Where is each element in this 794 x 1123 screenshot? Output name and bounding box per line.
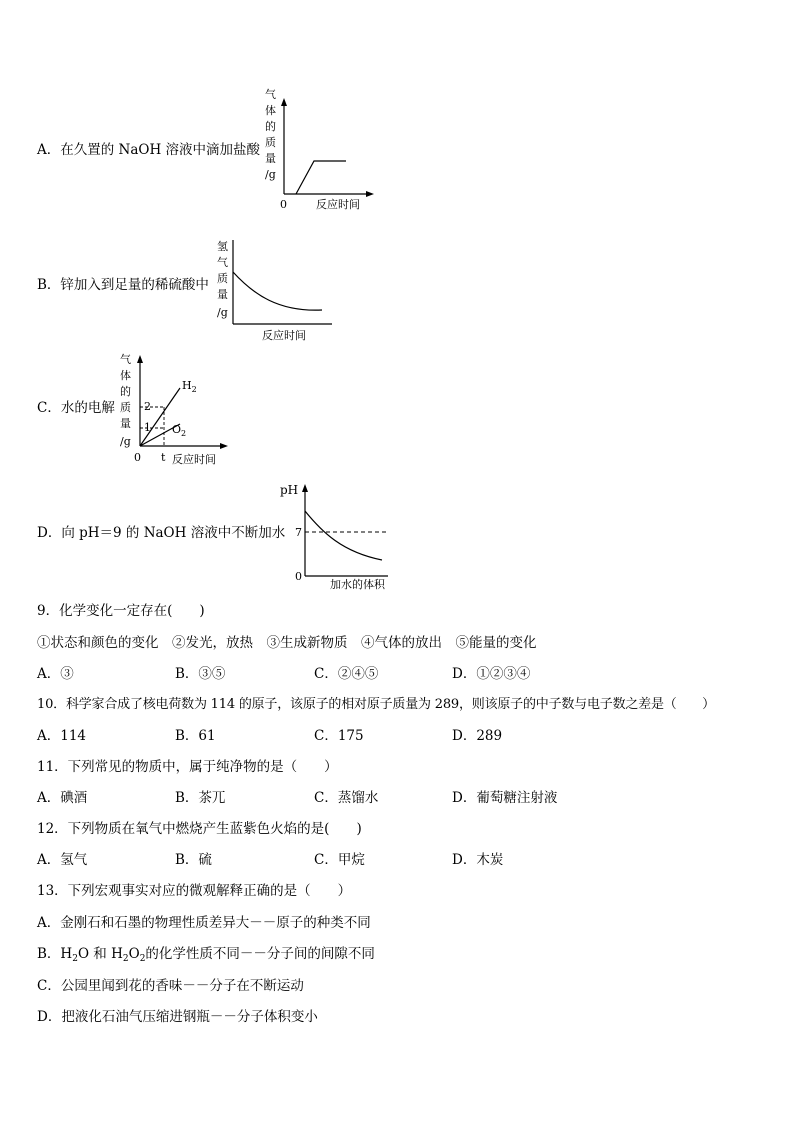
q12-option-b: B．硫: [175, 852, 212, 868]
q8-option-c: C．水的电解: [37, 400, 115, 416]
q13-option-a: A．金刚石和石墨的物理性质差异大－－原子的种类不同: [37, 915, 371, 931]
graph-c-tick-t: t: [161, 451, 166, 464]
graph-b-ylabel-4: 量: [217, 288, 228, 301]
graph-c-xlabel: 反应时间: [172, 453, 216, 466]
q10-stem: 10．科学家合成了核电荷数为 114 的原子，该原子的相对原子质量为 289，则该原子的中子数与电子数之差是（ ）: [37, 697, 715, 712]
q10-option-c: C．175: [314, 728, 364, 744]
graph-d-tick-7: 7: [295, 526, 302, 539]
q13-stem: 13．下列宏观事实对应的微观解释正确的是（ ）: [37, 883, 352, 899]
graph-a-ylabel-2: 体: [265, 104, 276, 117]
graph-a-ylabel-3: 的: [265, 120, 276, 133]
q9-option-a: A．③: [37, 666, 74, 682]
q12-stem: 12．下列物质在氧气中燃烧产生蓝紫色火焰的是( ): [37, 821, 362, 837]
graph-b-ylabel-2: 气: [217, 256, 228, 269]
q8-option-d: D．向 pH＝9 的 NaOH 溶液中不断加水: [37, 525, 286, 541]
graph-b-ylabel-3: 质: [217, 272, 228, 285]
graph-d-xlabel: 加水的体积: [330, 578, 385, 591]
graph-a: [262, 88, 382, 213]
graph-d: [280, 480, 395, 592]
q11-option-b: B．茶兀: [175, 790, 226, 806]
graph-c-ylabel-3: 的: [120, 385, 131, 398]
graph-b-ylabel-1: 氢: [217, 240, 228, 253]
q9-option-d: D．①②③④: [452, 666, 531, 682]
q11-option-c: C．蒸馏水: [314, 790, 379, 806]
graph-c-tick-2: 2: [144, 400, 151, 413]
graph-a-ylabel-1: 气: [265, 88, 276, 101]
graph-a-origin: 0: [280, 198, 287, 211]
graph-c-h2-label: $H_2$: [182, 379, 197, 394]
graph-c-o2-label: $O_2$: [172, 423, 187, 438]
q11-option-a: A．碘酒: [37, 790, 88, 806]
graph-c-tick-1: 1: [144, 421, 151, 434]
graph-c-yunit: /g: [120, 435, 131, 448]
q8-option-b: B．锌加入到足量的稀硫酸中: [37, 277, 209, 293]
graph-b-xlabel: 反应时间: [262, 329, 306, 342]
graph-c-ylabel-5: 量: [120, 417, 131, 430]
q9-stem: 9．化学变化一定存在( ): [37, 603, 205, 619]
graph-c-ylabel-1: 气: [120, 353, 131, 366]
q9-detail: ①状态和颜色的变化 ②发光，放热 ③生成新物质 ④气体的放出 ⑤能量的变化: [37, 635, 537, 651]
q10-option-d: D．289: [452, 728, 503, 744]
q13-option-d: D．把液化石油气压缩进钢瓶－－分子体积变小: [37, 1009, 318, 1025]
graph-d-ylabel: pH: [280, 483, 299, 497]
q13-option-c: C．公园里闻到花的香味－－分子在不断运动: [37, 978, 304, 994]
graph-a-xlabel: 反应时间: [316, 198, 360, 211]
q12-option-c: C．甲烷: [314, 852, 365, 868]
graph-c-origin: 0: [134, 451, 141, 464]
q9-option-c: C．②④⑤: [314, 666, 379, 682]
graph-d-origin: 0: [295, 570, 302, 583]
graph-a-ylabel-4: 质: [265, 136, 276, 149]
graph-c: [116, 353, 236, 468]
graph-b: [214, 240, 334, 345]
graph-a-yunit: /g: [265, 168, 276, 181]
graph-c-ylabel-4: 质: [120, 401, 131, 414]
q11-option-d: D．葡萄糖注射液: [452, 790, 558, 806]
q12-option-d: D．木炭: [452, 852, 504, 868]
q8-option-a: A．在久置的 NaOH 溶液中滴加盐酸: [37, 142, 261, 158]
q12-option-a: A．氢气: [37, 852, 88, 868]
graph-a-ylabel-5: 量: [265, 152, 276, 165]
graph-c-ylabel-2: 体: [120, 369, 131, 382]
q13-option-b: B．$H_2O$ 和 $H_2O_2$的化学性质不同－－分子间的间隙不同: [37, 946, 375, 964]
q10-option-a: A．114: [37, 728, 87, 744]
q11-stem: 11．下列常见的物质中，属于纯净物的是（ ）: [37, 759, 338, 775]
q9-option-b: B．③⑤: [175, 666, 226, 682]
graph-b-yunit: /g: [217, 306, 228, 319]
q10-option-b: B．61: [175, 728, 216, 744]
